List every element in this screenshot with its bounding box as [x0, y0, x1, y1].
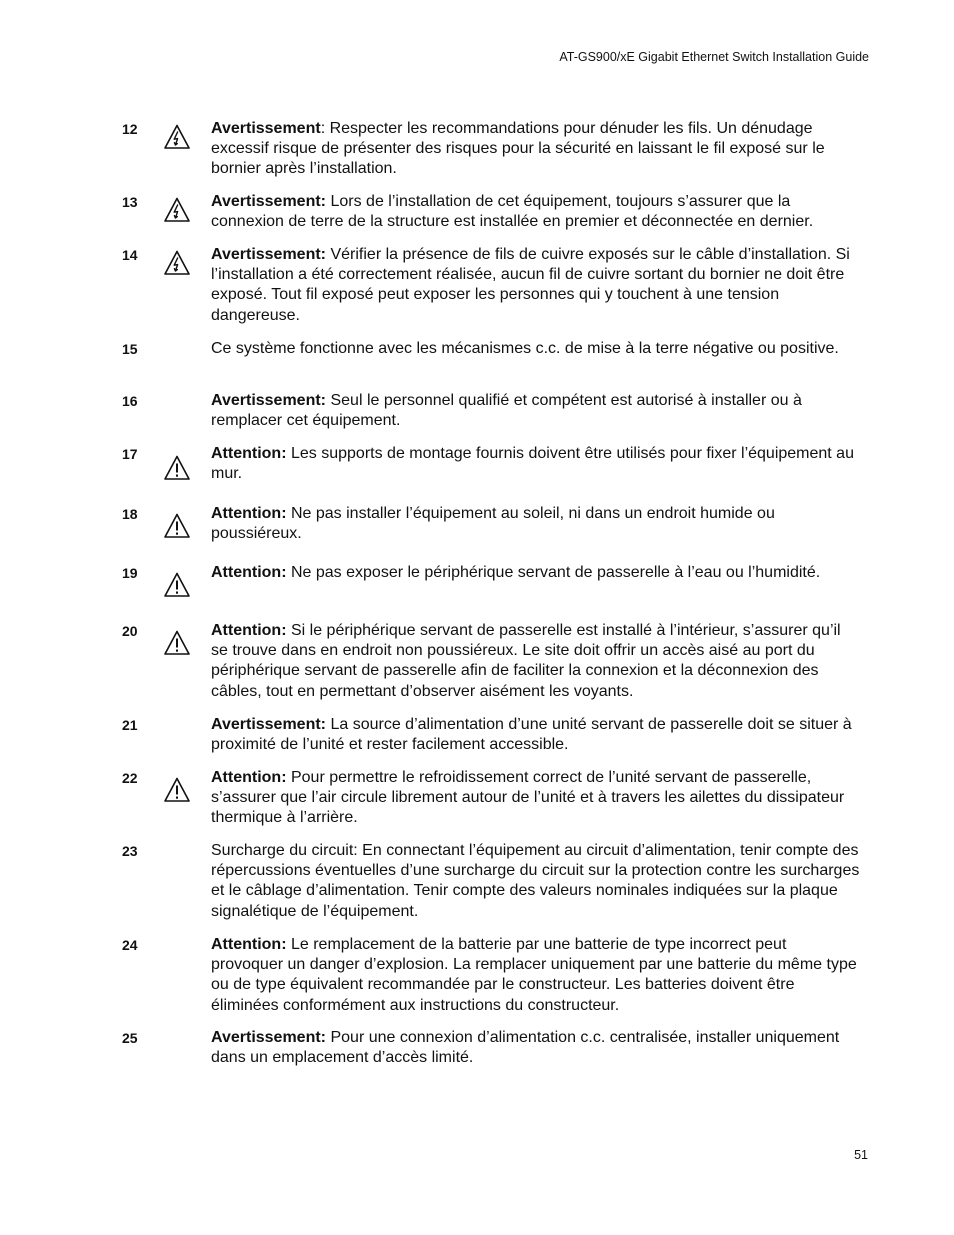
- statement-number: 15: [122, 341, 138, 357]
- statement-label: Avertissement:: [211, 193, 327, 210]
- statement-text: [211, 444, 861, 484]
- statement-text: [211, 192, 861, 232]
- statement-label: Avertissement: [211, 120, 321, 137]
- statement-label: Attention:: [211, 622, 287, 639]
- statement-body: Respecter les recommandations pour dénuder les fils. Un dénudage excessif risque de présenter des risques pour la sécurité en laissant le fil exposé sur le bornier après l’installation.: [211, 120, 825, 178]
- statement-text: [211, 1028, 861, 1068]
- statement-text: [211, 339, 861, 359]
- statement-body: Ne pas exposer le périphérique servant de passerelle à l’eau ou l’humidité.: [290, 564, 821, 581]
- statement-body: Lors de l’installation de cet équipement, toujours s’assurer que la connexion de terre de la structure est installée en premier et déconnectée en dernier.: [211, 193, 814, 231]
- statement-number: 17: [122, 446, 138, 462]
- statement-number: 12: [122, 121, 138, 137]
- caution-icon: [163, 512, 191, 540]
- statement-text: [211, 245, 861, 326]
- statement-label: Attention:: [211, 769, 287, 786]
- statement-body: Si le périphérique servant de passerelle est installé à l’intérieur, s’assurer qu’il se trouve dans en endroit non poussiéreux. Le site doit offrir un accès aisé au port du périphérique servant de passerelle afin de faciliter la connexion et la déconnexion des câbles, tout en permettant d’observer aisément les voyants.: [211, 622, 841, 700]
- statement-text: [211, 768, 861, 829]
- running-header: AT-GS900/xE Gigabit Ethernet Switch Installation Guide: [559, 50, 869, 64]
- statement-number: 18: [122, 506, 138, 522]
- statement-label: Avertissement:: [211, 392, 327, 409]
- statement-text: [211, 841, 861, 922]
- statement-number: 13: [122, 194, 138, 210]
- statement-label: Attention:: [211, 505, 287, 522]
- statement-number: 22: [122, 770, 138, 786]
- statement-body: La source d’alimentation d’une unité servant de passerelle doit se situer à proximité de l’unité et rester facilement accessible.: [211, 716, 852, 754]
- statement-body: Le remplacement de la batterie par une batterie de type incorrect peut provoquer un danger d’explosion. La remplacer uniquement par une batterie du même type ou de type équivalent recommandée par le constructeur. Les batteries doivent être éliminées conformément aux instructions du constructeur.: [211, 936, 857, 1014]
- caution-icon: [163, 629, 191, 657]
- statement-text: [211, 563, 861, 583]
- statement-text: [211, 621, 861, 702]
- statement-body: Surcharge du circuit: En connectant l’équipement au circuit d’alimentation, tenir compte des répercussions éventuelles d’une surcharge du circuit sur la protection contre les surcharges et le câblage d’alimentation. Tenir compte des valeurs nominales indiquées sur la plaque signalétique de l’équipement.: [211, 842, 860, 920]
- statement-body: Les supports de montage fournis doivent être utilisés pour fixer l’équipement au mur.: [211, 445, 854, 483]
- statement-body: Pour une connexion d’alimentation c.c. centralisée, installer uniquement dans un emplacement d’accès limité.: [211, 1029, 840, 1067]
- statement-number: 24: [122, 937, 138, 953]
- statement-label: Avertissement:: [211, 246, 327, 263]
- statement-text: [211, 715, 861, 755]
- statement-number: 21: [122, 717, 138, 733]
- statement-number: 20: [122, 623, 138, 639]
- caution-icon: [163, 571, 191, 599]
- page-number: 51: [854, 1148, 868, 1162]
- statement-text: [211, 119, 861, 180]
- statement-text: [211, 391, 861, 431]
- statement-body: Ne pas installer l’équipement au soleil, ni dans un endroit humide ou poussiéreux.: [211, 505, 775, 543]
- statement-label: Avertissement:: [211, 716, 327, 733]
- statement-body: Pour permettre le refroidissement correct de l’unité servant de passerelle, s’assurer que l’air circule librement autour de l’unité et à travers les ailettes du dissipateur thermique à l’arrière.: [211, 769, 845, 827]
- statement-label: Attention:: [211, 445, 287, 462]
- statement-label: Attention:: [211, 564, 287, 581]
- statement-number: 25: [122, 1030, 138, 1046]
- statement-number: 16: [122, 393, 138, 409]
- caution-icon: [163, 776, 191, 804]
- statement-label: Attention:: [211, 936, 287, 953]
- statement-number: 14: [122, 247, 138, 263]
- caution-icon: [163, 454, 191, 482]
- statement-body: Vérifier la présence de fils de cuivre exposés sur le câble d’installation. Si l’installation a été correctement réalisée, aucun fil de cuivre sortant du bornier ne doit être exposé. Tout fil exposé peut exposer les personnes qui y touchent à une tension dangereuse.: [211, 246, 850, 324]
- statement-separator: :: [320, 120, 330, 137]
- statement-number: 19: [122, 565, 138, 581]
- statement-text: [211, 504, 861, 544]
- statement-body: Seul le personnel qualifié et compétent est autorisé à installer ou à remplacer cet équipement.: [211, 392, 802, 430]
- statement-label: Avertissement:: [211, 1029, 327, 1046]
- statement-text: [211, 935, 861, 1016]
- electrical-hazard-icon: [163, 123, 191, 151]
- electrical-hazard-icon: [163, 249, 191, 277]
- electrical-hazard-icon: [163, 196, 191, 224]
- statement-number: 23: [122, 843, 138, 859]
- statement-body: Ce système fonctionne avec les mécanismes c.c. de mise à la terre négative ou positive.: [211, 340, 839, 357]
